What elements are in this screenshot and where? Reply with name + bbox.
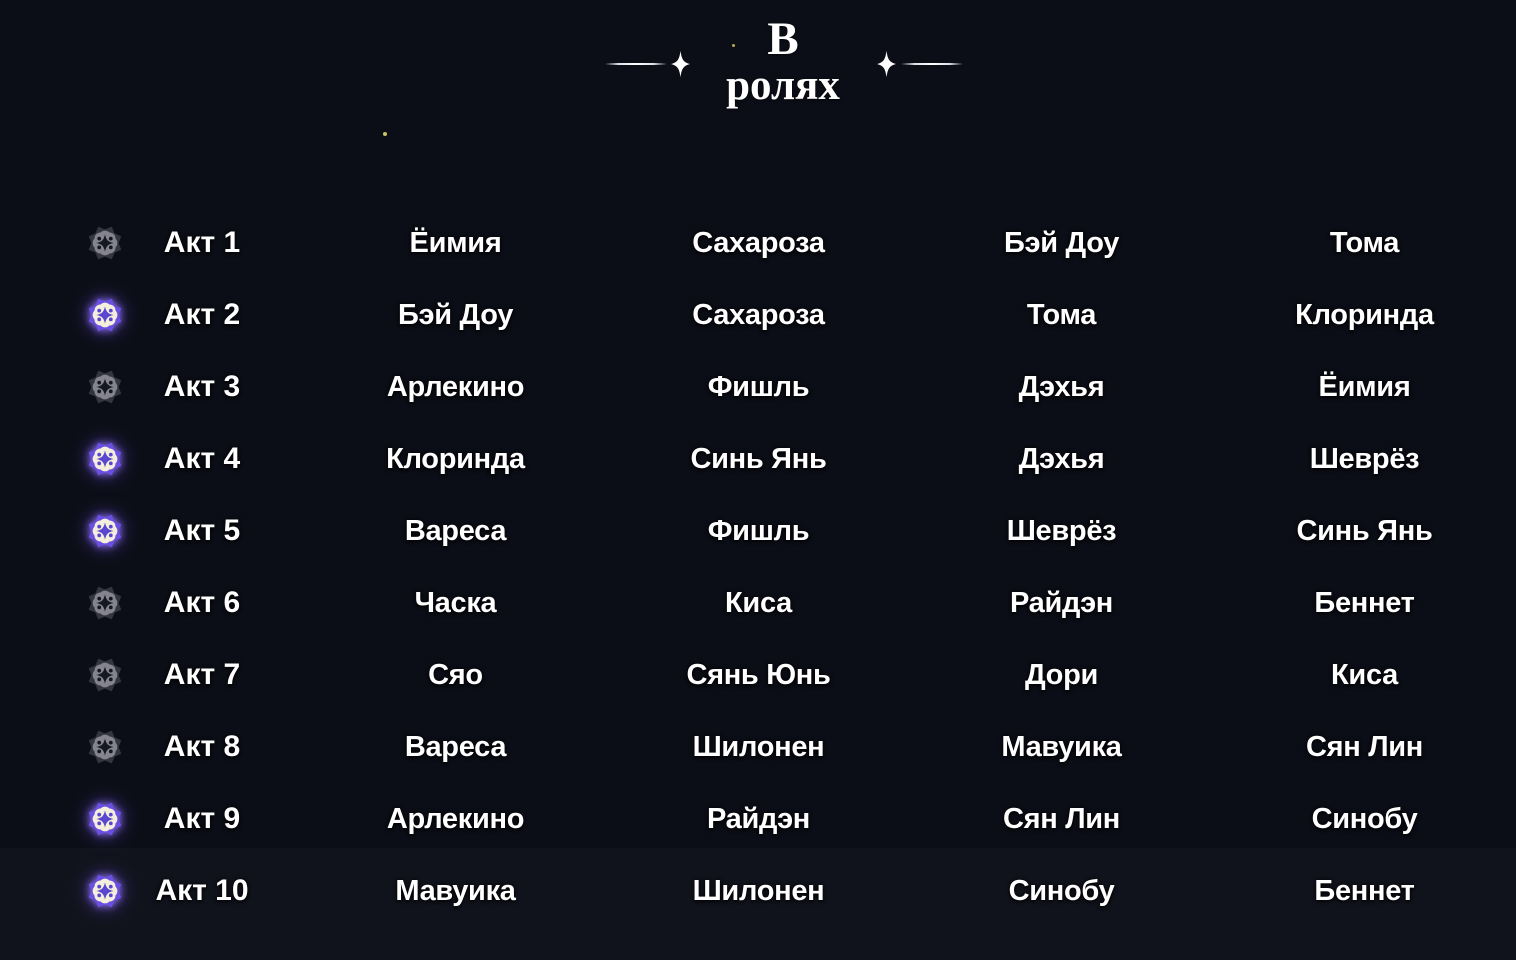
cast-member-name: Бэй Доу (1003, 226, 1120, 259)
cast-member-name: Бэй Доу (397, 298, 514, 331)
cast-member-name: Дэхья (1018, 442, 1105, 475)
cast-member-name: Вареса (404, 514, 507, 547)
cast-member-name: Мавуика (395, 874, 516, 907)
act-status-cell (88, 513, 122, 549)
act-label: Акт 4 (163, 442, 241, 475)
cast-member-name: Дэхья (1018, 370, 1105, 403)
cast-member-name: Райдэн (1009, 586, 1114, 619)
cast-member-name: Фишль (707, 514, 810, 547)
page-title-line1: В (767, 13, 799, 65)
cast-member-name: Ёимия (409, 226, 502, 259)
cast-member-name: Тома (1026, 298, 1097, 331)
cast-member-name: Тома (1329, 226, 1400, 259)
cast-member-name: Ёимия (1318, 370, 1411, 403)
cast-member-name: Синь Янь (690, 442, 827, 475)
act-status-cell (88, 585, 122, 621)
act-label: Акт 9 (163, 802, 241, 835)
cast-table (0, 207, 1516, 927)
cast-member-name: Дори (1024, 658, 1099, 691)
cast-row (0, 567, 1516, 639)
cast-row (0, 855, 1516, 927)
act-status-star-icon (88, 225, 122, 261)
cast-member-name: Клоринда (1295, 298, 1434, 331)
cast-member-name: Сян Лин (1002, 802, 1121, 835)
act-status-cell (88, 801, 122, 837)
cast-member-name: Сян Лин (1305, 730, 1424, 763)
act-status-star-icon (88, 801, 122, 837)
cast-member-name: Шеврёз (1309, 442, 1420, 475)
act-label: Акт 7 (163, 658, 241, 691)
act-status-cell (88, 729, 122, 765)
cast-member-name: Фишль (707, 370, 810, 403)
cast-member-name: Сяо (428, 658, 483, 691)
act-label: Акт 1 (163, 226, 241, 259)
cast-member-name: Мавуика (1001, 730, 1122, 763)
act-label: Акт 5 (163, 514, 241, 547)
act-status-cell (88, 441, 122, 477)
cast-member-name: Сахароза (692, 298, 825, 331)
cast-member-name: Арлекино (386, 370, 525, 403)
act-status-star-icon (88, 729, 122, 765)
act-status-cell (88, 369, 122, 405)
star-particle (732, 44, 735, 47)
cast-member-name: Часка (414, 586, 497, 619)
act-label: Акт 2 (163, 298, 241, 331)
page-title-line2: ролях (726, 62, 840, 109)
cast-member-name: Райдэн (706, 802, 811, 835)
sparkle-star-icon (877, 50, 896, 78)
cast-row (0, 207, 1516, 279)
act-status-cell (88, 657, 122, 693)
cast-member-name: Синь Янь (1296, 514, 1433, 547)
act-status-star-icon (88, 657, 122, 693)
cast-row (0, 783, 1516, 855)
cast-member-name: Синобу (1008, 874, 1115, 907)
cast-row (0, 639, 1516, 711)
cast-row (0, 423, 1516, 495)
cast-member-name: Беннет (1314, 586, 1415, 619)
cast-member-name: Шеврёз (1006, 514, 1117, 547)
act-label: Акт 3 (163, 370, 241, 403)
act-status-star-icon (88, 513, 122, 549)
act-label: Акт 10 (155, 874, 249, 907)
cast-member-name: Беннет (1314, 874, 1415, 907)
cast-member-name: Сахароза (692, 226, 825, 259)
act-status-cell (88, 873, 122, 909)
act-status-star-icon (88, 585, 122, 621)
act-status-star-icon (88, 297, 122, 333)
title-ornament-line-right (901, 63, 963, 65)
cast-member-name: Шилонен (692, 874, 825, 907)
act-status-cell (88, 225, 122, 261)
cast-member-name: Синобу (1311, 802, 1418, 835)
act-label: Акт 6 (163, 586, 241, 619)
act-status-star-icon (88, 873, 122, 909)
star-particle (383, 132, 387, 136)
cast-row (0, 711, 1516, 783)
act-status-star-icon (88, 441, 122, 477)
cast-member-name: Арлекино (386, 802, 525, 835)
cast-member-name: Вареса (404, 730, 507, 763)
act-status-star-icon (88, 369, 122, 405)
cast-member-name: Сянь Юнь (686, 658, 831, 691)
cast-member-name: Киса (725, 586, 792, 619)
act-label: Акт 8 (163, 730, 241, 763)
act-status-cell (88, 297, 122, 333)
cast-row (0, 351, 1516, 423)
cast-member-name: Шилонен (692, 730, 825, 763)
cast-member-name: Клоринда (386, 442, 525, 475)
cast-row (0, 279, 1516, 351)
cast-member-name: Киса (1331, 658, 1398, 691)
cast-row (0, 495, 1516, 567)
